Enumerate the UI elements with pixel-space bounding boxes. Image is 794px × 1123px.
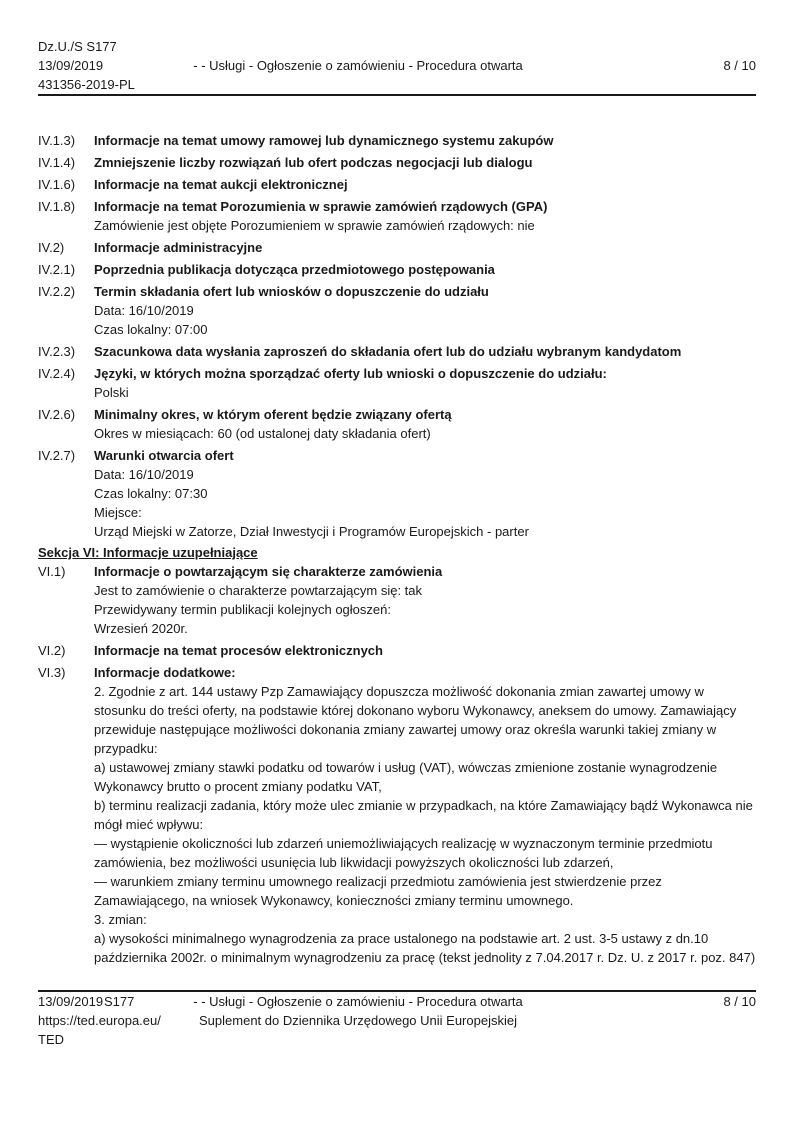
section-text: Data: 16/10/2019 [94,467,194,482]
section-item [38,238,756,257]
section-title: Minimalny okres, w którym oferent będzie związany ofertą [94,407,452,422]
section-text: Polski [94,385,129,400]
section-number: IV.2.2) [38,284,76,299]
section-item [38,131,756,150]
section-content [94,197,756,235]
header-page-number: 8 / 10 [723,58,756,73]
section-number: IV.1.6) [38,177,76,192]
footer-title: - - Usługi - Ogłoszenie o zamówieniu - Procedura otwarta [193,994,523,1009]
section-title: Języki, w których można sporządzać oferty lub wnioski o dopuszczenie do udziału: [94,366,607,381]
document-body [38,131,756,970]
section-number: VI.2) [38,643,66,658]
footer-date: 13/09/2019 [38,994,104,1009]
section-number: IV.2.3) [38,344,76,359]
footer-page-number: 8 / 10 [723,994,756,1009]
section-text: Okres w miesiącach: 60 (od ustalonej daty składania ofert) [94,426,431,441]
footer-center [38,992,678,1030]
section-text: Czas lokalny: 07:30 [94,486,208,501]
section-text: Urząd Miejski w Zatorze, Dział Inwestycji i Programów Europejskich - parter [94,524,529,539]
section-item [38,364,756,402]
section-text: Czas lokalny: 07:00 [94,322,208,337]
section-content [94,282,756,339]
section-item [38,342,756,361]
section-item [38,641,756,660]
section-content [94,364,756,402]
section-content [94,562,756,638]
page-footer [38,992,756,1052]
section-number: VI.3) [38,665,66,680]
journal-ref: Dz.U./S S177 [38,39,117,54]
section-text: Przewidywany termin publikacji kolejnych ogłoszeń: [94,602,391,617]
header-date: 13/09/2019 [38,58,104,73]
footer-series: S177 [104,994,135,1009]
section-number: IV.1.8) [38,199,76,214]
section-title: Informacje na temat aukcji elektronicznej [94,177,348,192]
footer-url[interactable]: https://ted.europa.eu/ [38,1013,161,1028]
footer-brand: TED [38,1032,64,1047]
section-text: Miejsce: [94,505,142,520]
footer-subtitle: Suplement do Dziennika Urzędowego Unii Europejskiej [199,1013,517,1028]
section-content [94,131,756,150]
section-item [38,663,756,967]
notice-id: 431356-2019-PL [38,77,135,92]
section-title: Poprzednia publikacja dotycząca przedmiotowego postępowania [94,262,495,277]
section-item [38,197,756,235]
section-item [38,282,756,339]
section-iv-list [38,131,756,541]
section-vi-heading: Sekcja VI: Informacje uzupełniające [38,545,258,560]
section-number: IV.2.4) [38,366,76,381]
section-item [38,562,756,638]
section-text: b) terminu realizacji zadania, który może ulec zmianie w przypadkach, na które Zamawiający bądź Wykonawca nie mógł mieć wpływu: [94,798,753,832]
section-title: Warunki otwarcia ofert [94,448,234,463]
section-item [38,405,756,443]
section-text: — warunkiem zmiany terminu umownego realizacji przedmiotu zamówienia jest stwierdzenie przez Zamawiającego, na wniosek Wykonawcy, konieczności zmiany terminu umownego. [94,874,662,908]
section-text: Data: 16/10/2019 [94,303,194,318]
section-title: Termin składania ofert lub wniosków o dopuszczenie do udziału [94,284,489,299]
section-text: a) ustawowej zmiany stawki podatku od towarów i usług (VAT), wówczas zmienione zostanie wynagrodzenie Wykonawcy brutto o procent zmiany podatku VAT, [94,760,718,794]
header-divider [38,94,756,96]
section-title: Szacunkowa data wysłania zaproszeń do składania ofert lub do udziału wybranym kandydatom [94,344,682,359]
section-text: 3. zmian: [94,912,147,927]
section-number: IV.2.7) [38,448,76,463]
section-content [94,153,756,172]
section-content [94,446,756,541]
section-number: IV.2.6) [38,407,76,422]
section-title: Informacje dodatkowe: [94,665,236,680]
section-content [94,663,756,967]
section-number: VI.1) [38,564,66,579]
section-title: Informacje o powtarzającym się charakterze zamówienia [94,564,443,579]
section-title: Informacje na temat Porozumienia w sprawie zamówień rządowych (GPA) [94,199,548,214]
section-text: Wrzesień 2020r. [94,621,188,636]
section-number: IV.1.4) [38,155,76,170]
section-item [38,153,756,172]
section-number: IV.2.1) [38,262,76,277]
header-title: - - Usługi - Ogłoszenie o zamówieniu - Procedura otwarta [193,58,523,73]
section-content [94,641,756,660]
section-number: IV.1.3) [38,133,76,148]
section-text: Jest to zamówienie o charakterze powtarzającym się: tak [94,583,423,598]
section-item [38,175,756,194]
section-content [94,175,756,194]
section-item [38,260,756,279]
page-header [38,37,756,95]
section-number: IV.2) [38,240,65,255]
section-vi-list [38,562,756,967]
section-text: a) wysokości minimalnego wynagrodzenia za prace ustalonego na podstawie art. 2 ust. 3-5 ustawy z dn.10 października 2002r. o minimalnym wynagrodzeniu za pracę (tekst jednolity z 7.04.2017 r. Dz. U. z 2017 r. poz. 847) [94,931,756,965]
section-content [94,405,756,443]
section-content [94,238,756,257]
section-title: Informacje na temat procesów elektronicznych [94,643,383,658]
section-item [38,446,756,541]
section-title: Informacje na temat umowy ramowej lub dynamicznego systemu zakupów [94,133,554,148]
section-content [94,260,756,279]
section-text: Zamówienie jest objęte Porozumieniem w sprawie zamówień rządowych: nie [94,218,535,233]
section-title: Zmniejszenie liczby rozwiązań lub ofert podczas negocjacji lub dialogu [94,155,533,170]
section-title: Informacje administracyjne [94,240,263,255]
section-content [94,342,756,361]
section-text: — wystąpienie okoliczności lub zdarzeń uniemożliwiających realizację w wyznaczonym terminie przedmiotu zamówienia, bez możliwości usunięcia lub likwidacji powyższych okoliczności lub zdarzeń, [94,836,713,870]
section-text: 2. Zgodnie z art. 144 ustawy Pzp Zamawiający dopuszcza możliwość dokonania zmian zawartej umowy w stosunku do treści oferty, na podstawie której dokonano wyboru Wykonawcy, aneksem do umowy. Zamawiający przewiduje następujące możliwości dokonania zmiany zawartej umowy oraz określa warunki takiej zmiany w przypadku: [94,684,737,756]
